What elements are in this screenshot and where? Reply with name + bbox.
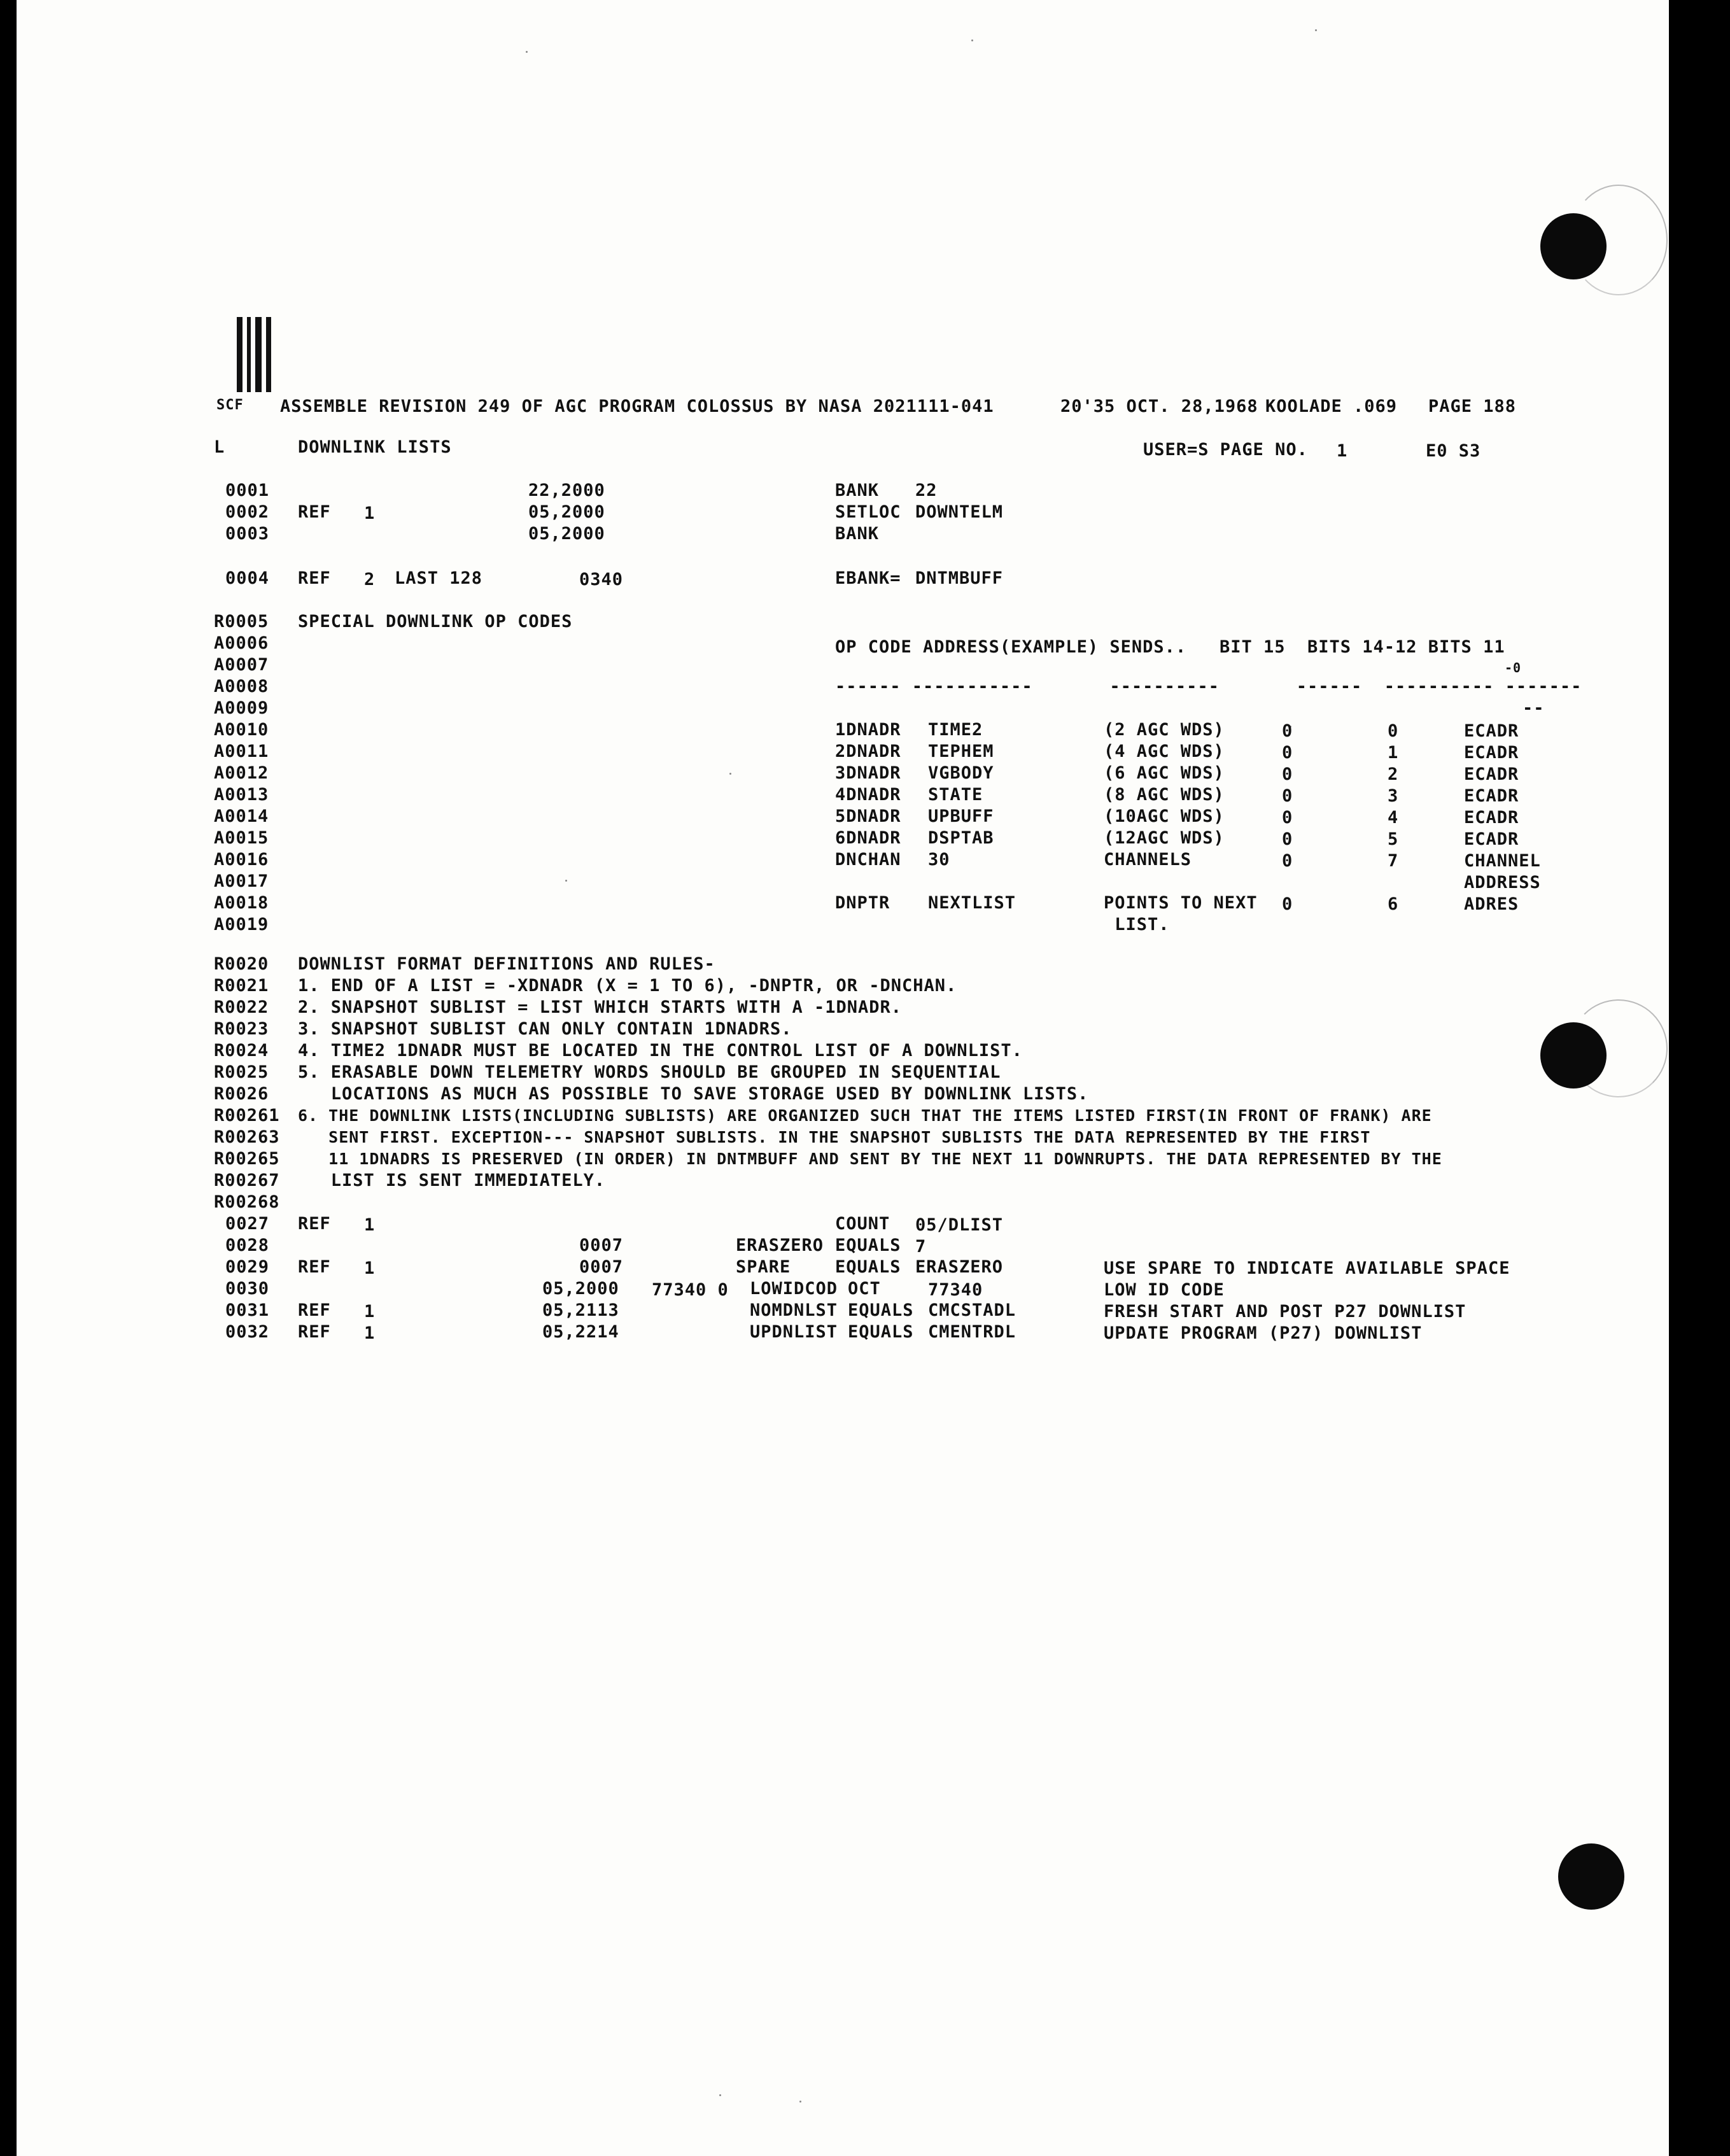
op-bits1412: 3 (1388, 786, 1399, 806)
line-num: 1 (364, 1215, 376, 1235)
line-operand: 7 (915, 1237, 927, 1257)
line-addr: 05,2113 (542, 1300, 619, 1320)
punch-hole (1540, 1022, 1607, 1089)
line-op: EBANK= (835, 568, 901, 588)
op-bits1412: 1 (1388, 743, 1399, 763)
line-id: R0005 (214, 612, 269, 631)
op-address: UPBUFF (928, 807, 994, 826)
line-id: A0016 (214, 850, 269, 870)
line-id: 0001 (225, 481, 270, 500)
user-page-label: USER=S PAGE NO. (1143, 440, 1308, 460)
line-operand: CMENTRDL (928, 1322, 1016, 1342)
line-id: A0006 (214, 633, 269, 653)
line-last: LAST 128 (395, 568, 483, 588)
op-bit15: 0 (1282, 743, 1293, 763)
line-operand: ERASZERO (915, 1257, 1004, 1277)
op-bits11: ECADR (1464, 808, 1519, 828)
line-num: 1 (364, 504, 376, 523)
rule-text: 3. SNAPSHOT SUBLIST CAN ONLY CONTAIN 1DNADRS. (298, 1019, 792, 1039)
line-comment: FRESH START AND POST P27 DOWNLIST (1104, 1302, 1466, 1321)
line-id: 0029 (225, 1257, 270, 1277)
line-id: A0012 (214, 763, 269, 783)
line-num: 1 (364, 1302, 376, 1321)
line-id: A0017 (214, 871, 269, 891)
line-label: LOWIDCOD (750, 1279, 838, 1299)
line-id: 0030 (225, 1279, 270, 1299)
line-id: A0018 (214, 893, 269, 913)
line-id: 0031 (225, 1300, 270, 1320)
op-sends: CHANNELS (1104, 850, 1192, 870)
line-label: SPARE (736, 1257, 791, 1277)
op-address: 30 (928, 850, 950, 870)
line-id: A0014 (214, 807, 269, 826)
line-id: R00261 (214, 1106, 280, 1125)
line-operand: CMCSTADL (928, 1300, 1016, 1320)
op-code-table-rule-cont: -- (1523, 698, 1545, 718)
op-code: 6DNADR (835, 828, 901, 848)
header-title: ASSEMBLE REVISION 249 OF AGC PROGRAM COLOSSUS BY NASA 2021111-041 (280, 397, 994, 416)
op-sends: (8 AGC WDS) (1104, 785, 1225, 805)
op-sends: (10AGC WDS) (1104, 807, 1225, 826)
line-id: 0004 (225, 568, 270, 588)
rule-text: 4. TIME2 1DNADR MUST BE LOCATED IN THE CONTROL LIST OF A DOWNLIST. (298, 1041, 1023, 1060)
op-code: 5DNADR (835, 807, 901, 826)
line-comment: UPDATE PROGRAM (P27) DOWNLIST (1104, 1323, 1423, 1343)
punch-hole (1540, 213, 1607, 279)
line-id: A0011 (214, 742, 269, 761)
op-bit15: 0 (1282, 829, 1293, 849)
op-code: 3DNADR (835, 763, 901, 783)
op-bits11: ADRES (1464, 894, 1519, 914)
line-id: R0023 (214, 1019, 269, 1039)
op-code: DNCHAN (835, 850, 901, 870)
line-rep: REF (298, 502, 331, 522)
line-id: R0020 (214, 954, 269, 974)
e-code: E0 S3 (1426, 441, 1481, 461)
op-bit15: 0 (1282, 894, 1293, 914)
line-operand: 22 (915, 481, 938, 500)
line-comment: USE SPARE TO INDICATE AVAILABLE SPACE (1104, 1258, 1510, 1278)
rule-text: 6. THE DOWNLINK LISTS(INCLUDING SUBLISTS) ARE ORGANIZED SUCH THAT THE ITEMS LISTED FIRST(IN FRONT OF FRANK) ARE (298, 1106, 1432, 1125)
user-page-number: 1 (1337, 441, 1348, 461)
op-address: DSPTAB (928, 828, 994, 848)
op-bit15: 0 (1282, 851, 1293, 871)
line-id: 0028 (225, 1236, 270, 1255)
line-rep: REF (298, 1300, 331, 1320)
rule-text: 2. SNAPSHOT SUBLIST = LIST WHICH STARTS WITH A -1DNADR. (298, 997, 903, 1017)
op-address: STATE (928, 785, 983, 805)
op-address: VGBODY (928, 763, 994, 783)
line-operand: DOWNTELM (915, 502, 1004, 522)
header-page: PAGE 188 (1428, 397, 1517, 416)
line-op: BANK (835, 481, 880, 500)
op-bits1412: 7 (1388, 851, 1399, 871)
line-op: EQUALS (835, 1236, 901, 1255)
line-op: EQUALS (848, 1300, 914, 1320)
rule-text: 1. END OF A LIST = -XDNADR (X = 1 TO 6), -DNPTR, OR -DNCHAN. (298, 976, 957, 996)
op-sends: (2 AGC WDS) (1104, 720, 1225, 740)
op-address: TIME2 (928, 720, 983, 740)
special-title: SPECIAL DOWNLINK OP CODES (298, 612, 573, 631)
line-rep: REF (298, 1322, 331, 1342)
line-id: 0027 (225, 1214, 270, 1234)
line-operand: DNTMBUFF (915, 568, 1004, 588)
line-id: A0019 (214, 915, 269, 934)
line-id: A0007 (214, 655, 269, 675)
line-id: R0022 (214, 997, 269, 1017)
line-id: R0021 (214, 976, 269, 996)
line-rep: REF (298, 1214, 331, 1234)
line-num: 1 (364, 1258, 376, 1278)
op-code-table-rule: ------ ----------- ---------- ------ ---------- ------- (835, 677, 1582, 696)
line-addr: 0340 (579, 570, 624, 589)
line-num: 1 (364, 1323, 376, 1343)
line-id: A0009 (214, 698, 269, 718)
op-code: 4DNADR (835, 785, 901, 805)
section-title: DOWNLINK LISTS (298, 437, 452, 457)
line-label: ERASZERO (736, 1236, 824, 1255)
op-code: DNPTR (835, 893, 890, 913)
op-address: TEPHEM (928, 742, 994, 761)
line-addr: 05,2214 (542, 1322, 619, 1342)
registration-barcode (237, 317, 274, 392)
printout-page (17, 0, 1669, 2156)
line-id: A0010 (214, 720, 269, 740)
op-bits1412: 0 (1388, 721, 1399, 741)
line-id: R00265 (214, 1149, 280, 1169)
op-bit15: 0 (1282, 808, 1293, 828)
line-op: COUNT (835, 1214, 890, 1234)
rule-text: LIST IS SENT IMMEDIATELY. (298, 1171, 606, 1190)
line-addr: 0007 (579, 1236, 624, 1255)
rule-text: SENT FIRST. EXCEPTION--- SNAPSHOT SUBLISTS. IN THE SNAPSHOT SUBLISTS THE DATA REPRESENTED BY THE FIRST (298, 1128, 1371, 1146)
line-label: UPDNLIST (750, 1322, 838, 1342)
op-bits11: ECADR (1464, 829, 1519, 849)
op-bits11: ECADR (1464, 764, 1519, 784)
line-id: R0026 (214, 1084, 269, 1104)
op-sends: (6 AGC WDS) (1104, 763, 1225, 783)
op-code: 1DNADR (835, 720, 901, 740)
op-bit15: 0 (1282, 721, 1293, 741)
op-address: NEXTLIST (928, 893, 1016, 913)
op-bits11: CHANNEL (1464, 851, 1541, 871)
op-code: 2DNADR (835, 742, 901, 761)
line-rep: REF (298, 568, 331, 588)
line-op: BANK (835, 524, 880, 544)
op-bits1412: 6 (1388, 894, 1399, 914)
op-sends: LIST. (1104, 915, 1170, 934)
line-operand: 77340 (928, 1280, 983, 1300)
op-bits1412: 2 (1388, 764, 1399, 784)
line-id: R0024 (214, 1041, 269, 1060)
rule-text: 5. ERASABLE DOWN TELEMETRY WORDS SHOULD BE GROUPED IN SEQUENTIAL (298, 1062, 1001, 1082)
punch-hole (1558, 1843, 1624, 1910)
line-num: 2 (364, 570, 376, 589)
op-bits1412: 5 (1388, 829, 1399, 849)
line-op: OCT (848, 1279, 881, 1299)
line-id: R0025 (214, 1062, 269, 1082)
op-bits11: ECADR (1464, 743, 1519, 763)
op-bit15: 0 (1282, 786, 1293, 806)
line-value: 77340 0 (652, 1280, 729, 1300)
line-addr: 05,2000 (542, 1279, 619, 1299)
op-sends: (4 AGC WDS) (1104, 742, 1225, 761)
op-sends: POINTS TO NEXT (1104, 893, 1258, 913)
header-datetime: 20'35 OCT. 28,1968 (1060, 397, 1258, 416)
line-op: EQUALS (835, 1257, 901, 1277)
header-koolade: KOOLADE .069 (1265, 397, 1398, 416)
line-id: R00267 (214, 1171, 280, 1190)
line-label: NOMDNLST (750, 1300, 838, 1320)
rule-text: DOWNLIST FORMAT DEFINITIONS AND RULES- (298, 954, 715, 974)
line-id: 0003 (225, 524, 270, 544)
line-addr: 05,2000 (528, 502, 605, 522)
line-operand: 05/DLIST (915, 1215, 1004, 1235)
rule-text: LOCATIONS AS MUCH AS POSSIBLE TO SAVE STORAGE USED BY DOWNLINK LISTS. (298, 1084, 1089, 1104)
line-id: 0032 (225, 1322, 270, 1342)
op-bit15: 0 (1282, 764, 1293, 784)
line-comment: LOW ID CODE (1104, 1280, 1225, 1300)
line-op: EQUALS (848, 1322, 914, 1342)
op-code-table-header-cont: -0 (1505, 660, 1522, 675)
line-id: A0013 (214, 785, 269, 805)
op-bits11: ECADR (1464, 721, 1519, 741)
rule-text: 11 1DNADRS IS PRESERVED (IN ORDER) IN DNTMBUFF AND SENT BY THE NEXT 11 DOWNRUPTS. THE DATA REPRESENTED BY THE (298, 1150, 1442, 1168)
op-bits11: ADDRESS (1464, 873, 1541, 892)
line-rep: REF (298, 1257, 331, 1277)
line-id: A0008 (214, 677, 269, 696)
subheader-l: L (214, 437, 225, 457)
op-bits1412: 4 (1388, 808, 1399, 828)
line-op: SETLOC (835, 502, 901, 522)
op-bits11: ECADR (1464, 786, 1519, 806)
line-addr: 05,2000 (528, 524, 605, 544)
line-id: A0015 (214, 828, 269, 848)
line-id: 0002 (225, 502, 270, 522)
op-code-table-header: OP CODE ADDRESS(EXAMPLE) SENDS.. BIT 15 BITS 14-12 BITS 11 (835, 637, 1505, 657)
line-addr: 22,2000 (528, 481, 605, 500)
op-sends: (12AGC WDS) (1104, 828, 1225, 848)
line-id: R00263 (214, 1127, 280, 1147)
line-id: R00268 (214, 1192, 280, 1212)
line-addr: 0007 (579, 1257, 624, 1277)
header-tag: SCF (216, 397, 244, 413)
